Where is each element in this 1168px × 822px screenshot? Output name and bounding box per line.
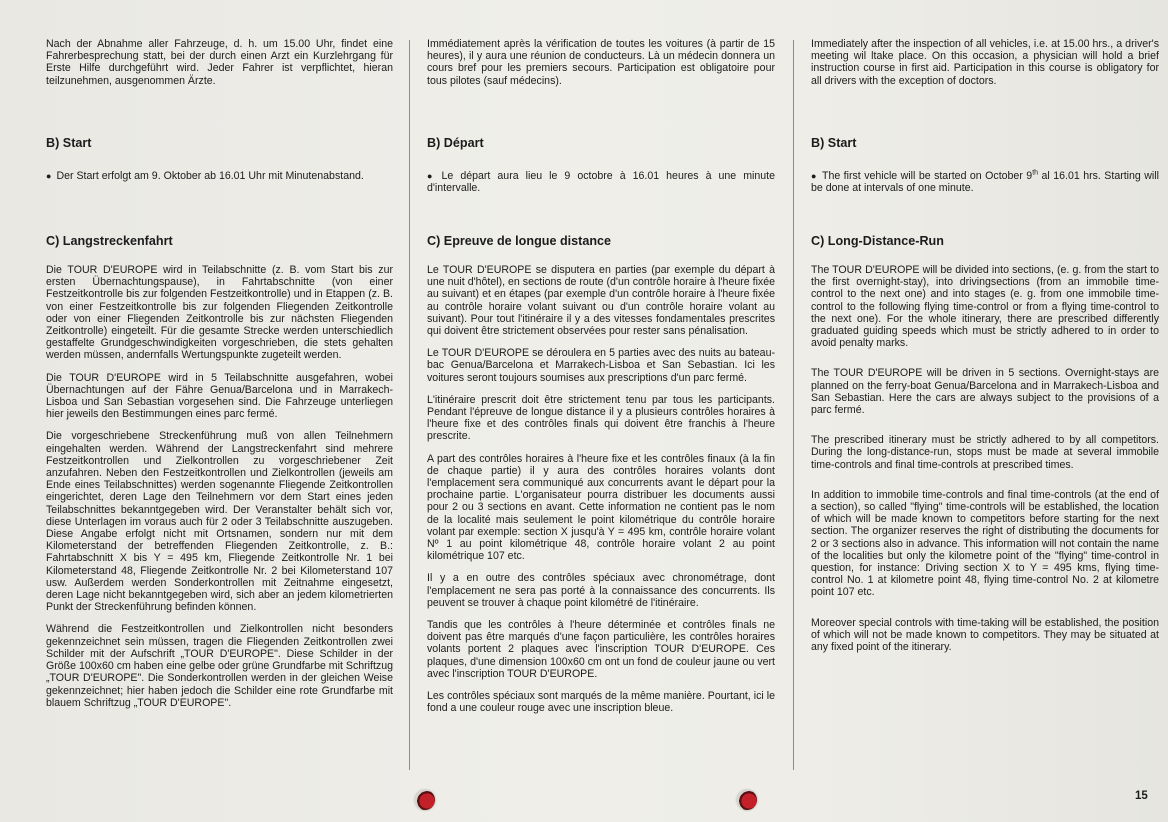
registration-mark-icon	[737, 790, 757, 810]
en-start-sentence-b: al 16.01 hrs. Starting will be done at intervals of one minute.	[811, 170, 1159, 195]
fr-intro: Immédiatement après la vérification de toutes les voitures (à partir de 15 heures), il y aura une réunion de conducteurs. Là un médecin donnera un cours bref pour les premiers secours. Participation est obligatoire pour tous pilotes (sauf médecins).	[427, 38, 775, 87]
de-paragraph-1: Die TOUR D'EUROPE wird in Teilabschnitte (z. B. vom Start bis zur ersten Übernachtungspause), in Fahrtabschnitte (von einer Festzeitkontrolle bis zur folgenden Festzeitkontrolle) und in Etappen (z. B. von einer Festzeitkontrolle bis zur folgenden Fliegenden Zeitkontrolle oder von einer Fliegenden Zeitkontrolle bis zur nächsten Fliegenden Zeitkontrolle) eingeteilt. Für die gesamte Strecke werden unterschiedlich gestaffelte Grundgeschwindigkeiten vorgeschrieben, die stets gehalten werden müssen, andernfalls Wertungspunkte zugeteilt werden.	[46, 264, 393, 362]
fr-paragraph-3: L'itinéraire prescrit doit être strictement tenu par tous les participants. Pendant l'épreuve de longue distance il y a plusieurs contrôles horaires à l'heure fixe et des contrôles finals qui doivent être franchis à l'heure prescrite.	[427, 393, 775, 443]
de-paragraph-3: Die vorgeschriebene Streckenführung muß von allen Teilnehmern eingehalten werden. Während der Langstreckenfahrt sind mehrere Festzeitkontrollen und Zielkontrollen zu vorgeschriebener Zeit anzufahren. Neben den Festzeitkontrollen und Zielkontrollen (jeweils am Ende eines Teilabschnittes) werden sogenannte Fliegende Zeitkontrollen eingerichtet, deren Lage den Teilnehmern vor dem Start eines jeden Teilabschnittes bekanntgegeben wird. Der Veranstalter behält sich vor, diese Unterlagen im voraus auch für 2 oder 3 Teilabschnitte auszugeben. Diese Angabe erfolgt nicht mit Ortsnamen, sondern nur mit dem Kilometerstand der betreffenden Fliegenden Zeitkontrolle, z. B.: Fahrtabschnitt X bis Y = 495 km, Fliegende Zeitkontrolle Nr. 1 bei Kilometerstand 48, Fliegende Zeitkontrolle Nr. 2 bei Kilometerstand 107 usw. Außerdem werden Sonderkontrollen mit Zeitnahme eingesetzt, deren Lage nicht bekanntgegeben wird, sich aber an jedem kilometrierten Punkt der Streckenführung befinden können.	[46, 430, 393, 614]
en-paragraph-2: The TOUR D'EUROPE will be driven in 5 sections. Overnight-stays are planned on the ferry-boat Genua/Barcelona and in Marrakech-Lisboa and San Sebastian. Here the cars are always subject to the provisions of a parc fermé.	[811, 367, 1159, 417]
de-paragraph-4: Während die Festzeitkontrollen und Zielkontrollen nicht besonders gekennzeichnet sein müssen, tragen die Fliegenden Zeitkontrollen zwei Schilder mit der Aufschrift „TOUR D'EUROPE". Diese Schilder in der Größe 100x60 cm haben eine gelbe oder grüne Grundfarbe mit Schriftzug „TOUR D'EUROPE". Die Sonderkontrollen werden in der gleichen Weise gekennzeichnet; hier haben jedoch die Schilder eine rote Grundfarbe mit blauem Schriftzug „TOUR D'EUROPE".	[46, 623, 393, 709]
column-divider-left	[409, 40, 410, 770]
en-intro: Immediately after the inspection of all vehicles, i.e. at 15.00 hrs., a driver's meeting wil ltake place. On this occasion, a physician will hold a brief instruction course in first aid. Participation in this course is obligatory for all drivers with the exception of doctors.	[811, 38, 1159, 87]
de-intro: Nach der Abnahme aller Fahrzeuge, d. h. um 15.00 Uhr, findet eine Fahrerbesprechung statt, bei der durch einen Arzt ein Kurzlehrgang für Erste Hilfe durchgeführt wird. Jeder Fahrer ist verpflichtet, hieran teilzunehmen, ausgenommen Ärzte.	[46, 38, 393, 87]
de-body	[46, 264, 393, 719]
bullet-icon: ●	[811, 171, 817, 181]
en-body	[811, 264, 1159, 663]
registration-mark-icon	[415, 790, 435, 810]
fr-paragraph-1: Le TOUR D'EUROPE se disputera en parties (par exemple du départ à une nuit d'hôtel), en sections de route (d'un contrôle horaire à l'heure fixée au suivant) et en étapes (par exemple d'un contrôle horaire à l'heure fixée au contrôle horaire volant suivant ou d'un contrôle horaire volant au suivant). Pour tout l'itinéraire il y a des vitesses fondamentales prescrites qui doivent être strictement observées pour rester sans pénalisation.	[427, 264, 775, 338]
french-column	[427, 38, 775, 778]
en-paragraph-1: The TOUR D'EUROPE will be divided into sections, (e. g. from the start to the first overnight-stay), into drivingsections (from an immobile time-control to the next one) and into stages (e. g. from one immobile time-control to the following flying time-control or from a flying time-control to the next one). For the whole itinerary, there are prescribed differently graduated guiding speeds which must be strictly adhered to in order to avoid penalty marks.	[811, 264, 1159, 350]
fr-paragraph-5: Il y a en outre des contrôles spéciaux avec chronométrage, dont l'emplacement ne sera pas porté à la connaissance des concurrents. Ils peuvent se trouver à chaque point kilométré de l'itinéraire.	[427, 572, 775, 609]
de-paragraph-2: Die TOUR D'EUROPE wird in 5 Teilabschnitte ausgefahren, wobei Übernachtungen auf der Fähre Genua/Barcelona und in Marrakech-Lisboa und San Sebastian vorgesehen sind. Die Fahrzeuge unterliegen hier jeweils den Bestimmungen eines parc fermé.	[46, 371, 393, 421]
english-column	[811, 38, 1159, 778]
en-start-ordinal: th	[1032, 169, 1039, 177]
en-start-heading: B) Start	[811, 136, 857, 150]
page-number: 15	[1135, 790, 1148, 802]
fr-paragraph-7: Les contrôles spéciaux sont marqués de la même manière. Pourtant, ici le fond a une couleur rouge avec une inscription bleue.	[427, 690, 775, 715]
de-long-heading: C) Langstreckenfahrt	[46, 234, 173, 248]
de-start-text	[46, 170, 393, 182]
german-column	[46, 38, 393, 778]
de-start-sentence: Der Start erfolgt am 9. Oktober ab 16.01 Uhr mit Minutenabstand.	[56, 170, 364, 182]
fr-start-text	[427, 170, 775, 194]
bullet-icon: ●	[427, 171, 437, 181]
de-start-heading: B) Start	[46, 136, 92, 150]
fr-paragraph-6: Tandis que les contrôles à l'heure déterminée et contrôles finals ne doivent pas être marqués d'une façon particulière, les contrôles horaires volants portent 2 plaques avec l'inscription TOUR D'EUROPE. Ces plaques, d'une dimension 100x60 cm ont un fond de couleur jaune ou vert avec l'inscription TOUR D'EUROPE.	[427, 619, 775, 680]
en-paragraph-3: The prescribed itinerary must be strictly adhered to by all competitors. During the long-distance-run, stops must be made at several immobile time-controls and final time-controls at prescribed times.	[811, 434, 1159, 471]
en-long-heading: C) Long-Distance-Run	[811, 234, 944, 248]
en-paragraph-5: Moreover special controls with time-taking will be established, the position of which will not be made known to competitors. They may be situated at any fixed point of the itinerary.	[811, 616, 1159, 654]
fr-start-heading: B) Départ	[427, 136, 484, 150]
fr-long-heading: C) Epreuve de longue distance	[427, 234, 612, 248]
fr-start-sentence: Le départ aura lieu le 9 octobre à 16.01 heures à une minute d'intervalle.	[427, 170, 776, 195]
fr-paragraph-2: Le TOUR D'EUROPE se déroulera en 5 parties avec des nuits au bateau-bac Genua/Barcelona et Marrakech-Lisboa et San Sebastian. Ici les voitures seront toujours soumises aux prescriptions d'un parc fermé.	[427, 347, 775, 384]
en-start-text	[811, 170, 1159, 194]
bullet-icon: ●	[46, 171, 52, 181]
fr-body	[427, 264, 775, 725]
fr-paragraph-4: A part des contrôles horaires à l'heure fixe et les contrôles finaux (à la fin de chaque partie) il y aura des contrôles horaires volants dont l'emplacement sera communiqué aux concurrents avant le départ pour la prochaine partie. L'organisateur pourra distribuer les documents aussi pour 2 ou 3 sections en avant. Cette information ne contient pas le nom de la localité mais seulement le point kilométrique du contrôle horaire volant par exemple: section X jusqu'à Y = 495 km, contrôle horaire volant Nº 1 au point kilométrique 48, contrôle horaire volant 2 au point kilométrique 107 etc.	[427, 452, 775, 563]
column-divider-right	[793, 40, 794, 770]
en-start-sentence-a: The first vehicle will be started on October 9	[821, 170, 1033, 182]
en-paragraph-4: In addition to immobile time-controls and final time-controls (at the end of a section), so called "flying" time-controls will be established, the location of which will be made known to competitors before starting for the next section. The organizer reserves the right of distributing the documents for 2 or 3 sections also in advance. This information will not contain the name of the localities but only the kilometre point of the "flying" time-control in question, for instance: Driving section X to Y = 495 kms, flying time-control No. 1 at kilometre point 48, flying time-control No. 2 at kilometre point 107 etc.	[811, 488, 1159, 599]
